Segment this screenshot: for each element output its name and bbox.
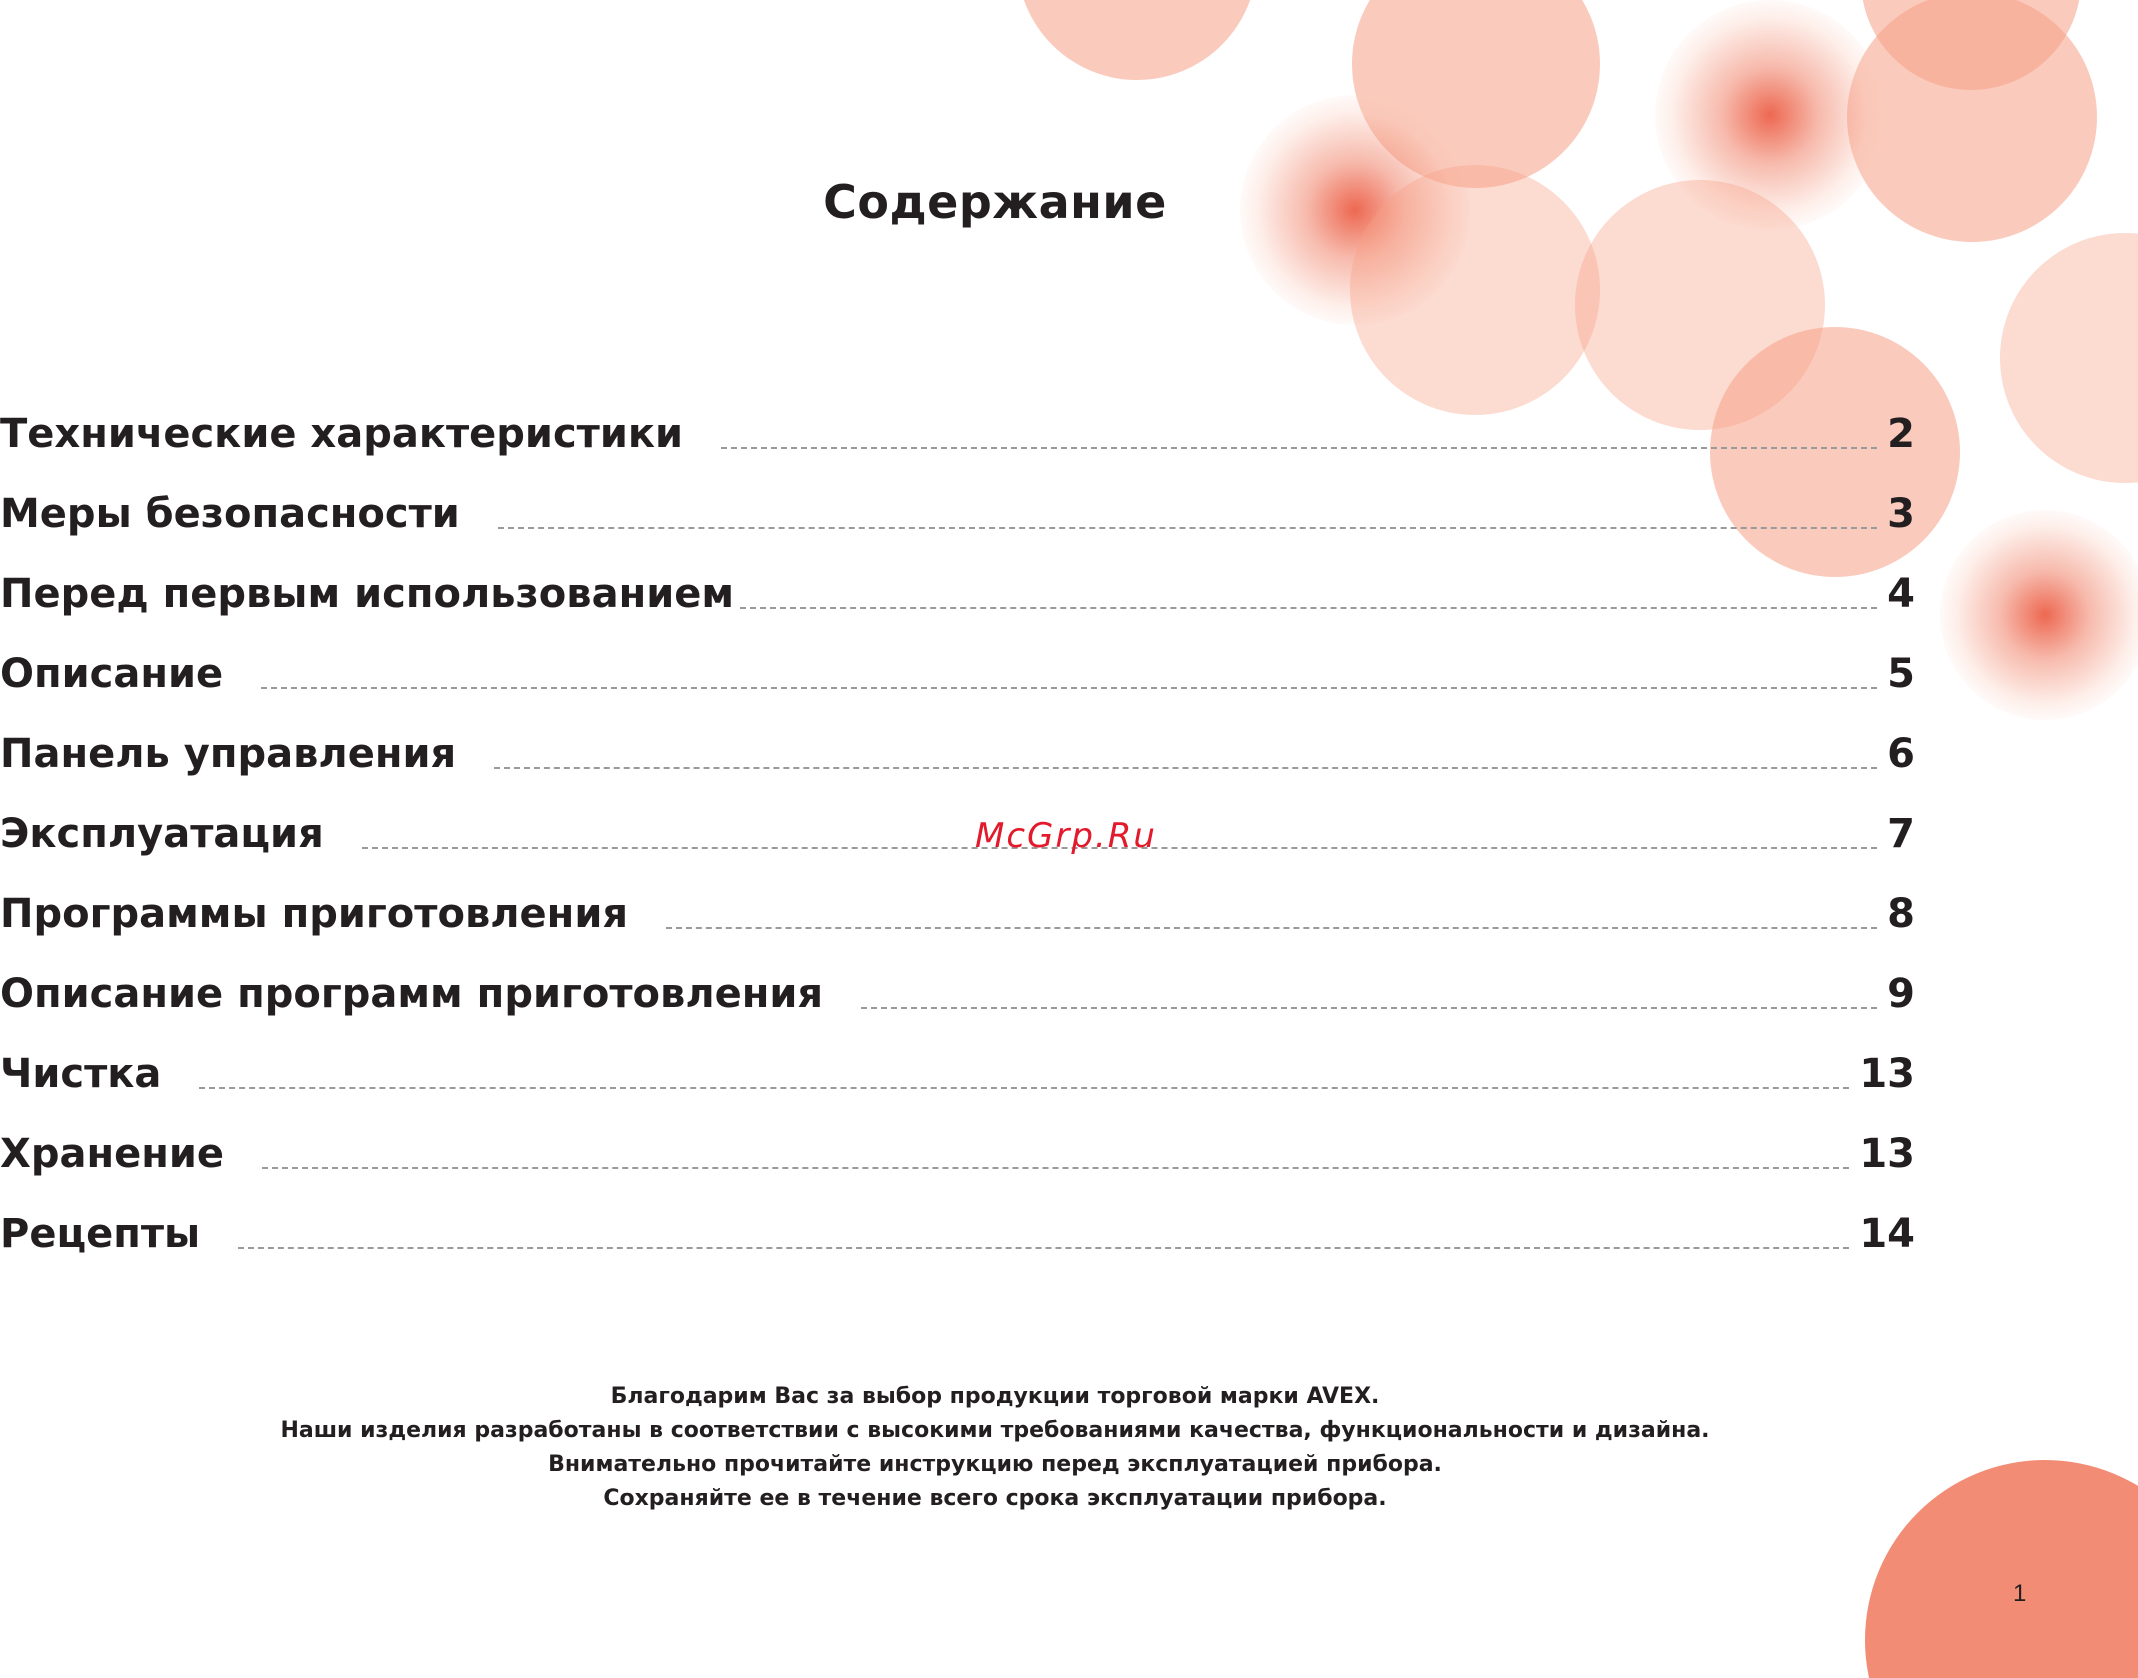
dotted-leader (238, 1247, 1849, 1249)
toc-entry-label: Перед первым использованием (0, 571, 735, 617)
toc-entry-page: 8 (1887, 891, 1915, 937)
toc-entry-page: 6 (1887, 731, 1915, 777)
toc-entry-operation[interactable] (0, 780, 1915, 860)
thank-you-line: Внимательно прочитайте инструкцию перед эксплуатацией прибора. (548, 1452, 1442, 1477)
thank-you-line: Благодарим Вас за выбор продукции торговой марки AVEX. (610, 1384, 1380, 1409)
toc-entry-page: 3 (1887, 491, 1915, 537)
toc-entry-page: 13 (1859, 1131, 1915, 1177)
dotted-leader (861, 1007, 1877, 1009)
dotted-leader (666, 927, 1877, 929)
toc-entry-label: Описание (0, 651, 224, 697)
toc-entry-page: 4 (1887, 571, 1915, 617)
toc-entry-specifications[interactable] (0, 380, 1915, 460)
decorative-glow-circle (1940, 510, 2138, 720)
toc-entry-label: Технические характеристики (0, 411, 684, 457)
toc-entry-programs[interactable] (0, 860, 1915, 940)
toc-entry-label: Программы приготовления (0, 891, 629, 937)
thank-you-note (0, 1380, 1990, 1516)
decorative-circle (2000, 233, 2138, 483)
toc-entry-page: 13 (1859, 1051, 1915, 1097)
dotted-leader (262, 1167, 1849, 1169)
toc-entry-recipes[interactable] (0, 1180, 1915, 1260)
toc-entry-label: Описание программ приготовления (0, 971, 824, 1017)
toc-entry-page: 9 (1887, 971, 1915, 1017)
toc-entry-label: Рецепты (0, 1211, 201, 1257)
thank-you-line: Наши изделия разработаны в соответствии с высокими требованиями качества, функциональности и дизайна. (280, 1418, 1710, 1443)
toc-entry-label: Хранение (0, 1131, 225, 1177)
toc-entry-page: 5 (1887, 651, 1915, 697)
watermark: McGrp.Ru (975, 816, 1157, 856)
toc-entry-description[interactable] (0, 620, 1915, 700)
dotted-leader (261, 687, 1877, 689)
thank-you-line: Сохраняйте ее в течение всего срока эксплуатации прибора. (603, 1486, 1387, 1511)
toc-entry-label: Эксплуатация (0, 811, 324, 857)
page-number: 1 (2013, 1580, 2027, 1607)
toc-entry-cleaning[interactable] (0, 1020, 1915, 1100)
toc-entry-storage[interactable] (0, 1100, 1915, 1180)
toc-entry-page: 2 (1887, 411, 1915, 457)
toc-entry-label: Меры безопасности (0, 491, 460, 537)
decorative-circle (1017, 0, 1257, 80)
dotted-leader (498, 527, 1877, 529)
toc-entry-program-descriptions[interactable] (0, 940, 1915, 1020)
toc-entry-label: Чистка (0, 1051, 162, 1097)
toc-entry-page: 7 (1887, 811, 1915, 857)
toc-entry-safety[interactable] (0, 460, 1915, 540)
toc-entry-control-panel[interactable] (0, 700, 1915, 780)
dotted-leader (494, 767, 1877, 769)
page-title: Содержание (823, 175, 1167, 229)
toc-entry-label: Панель управления (0, 731, 457, 777)
toc-entry-first-use[interactable] (0, 540, 1915, 620)
dotted-leader (721, 447, 1877, 449)
dotted-leader (740, 607, 1877, 609)
dotted-leader (199, 1087, 1849, 1089)
toc-entry-page: 14 (1859, 1211, 1915, 1257)
table-of-contents (0, 380, 1915, 1260)
